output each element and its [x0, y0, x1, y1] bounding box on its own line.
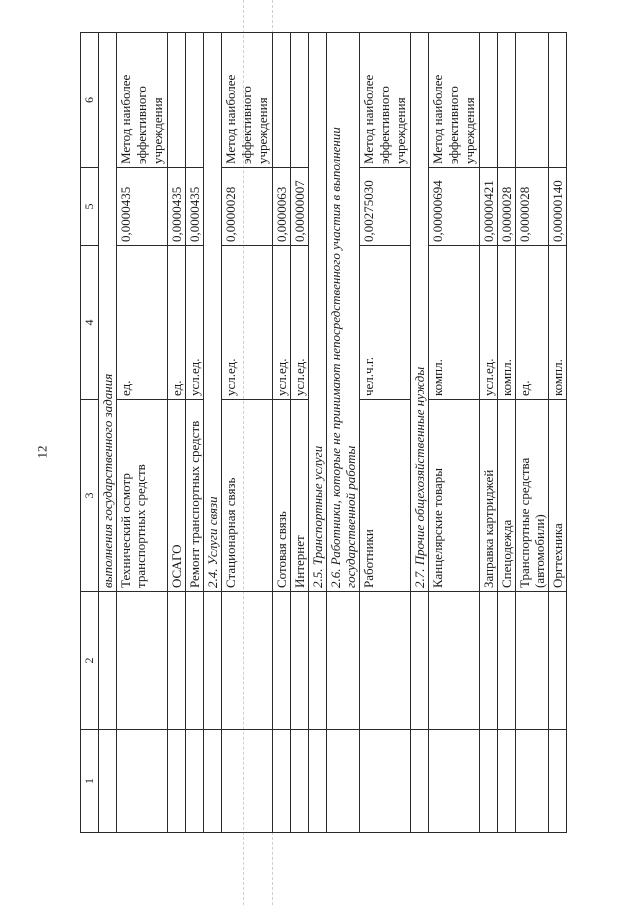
item-value: 0,0000028 [516, 168, 549, 246]
item-name: Спецодежда [498, 400, 516, 592]
item-name: Сотовая связь [273, 400, 291, 592]
item-unit: усл.ед. [273, 246, 291, 400]
item-method [291, 33, 309, 168]
table-row [360, 33, 411, 833]
item-value: 0,0000435 [117, 168, 168, 246]
header-cell: 3 [81, 400, 99, 592]
item-name: Заправка картриджей [480, 400, 498, 592]
item-value: 0,00275030 [360, 168, 411, 246]
item-unit: усл.ед. [291, 246, 309, 400]
item-value: 0,0000063 [273, 168, 291, 246]
section-row [204, 33, 222, 833]
item-unit: усл.ед. [222, 246, 273, 400]
item-unit: ед. [516, 246, 549, 400]
item-method [168, 33, 186, 168]
item-name: Транспортные средства (автомобили) [516, 400, 549, 592]
item-name: ОСАГО [168, 400, 186, 592]
empty-cell [273, 592, 291, 730]
item-method: Метод наиболее эффективного учреждения [429, 33, 480, 168]
item-value: 0,00000140 [549, 168, 567, 246]
table-row [498, 33, 516, 833]
empty-cell [360, 592, 411, 730]
item-name: Канцелярские товары [429, 400, 480, 592]
section-title: 2.4. Услуги связи [204, 33, 222, 592]
item-value: 0,0000028 [498, 168, 516, 246]
item-unit: компл. [498, 246, 516, 400]
section-title: 2.6. Работники, которые не принимают непосредственного участия в выполнении государственной работы [327, 33, 360, 592]
table-row [117, 33, 168, 833]
item-method [480, 33, 498, 168]
item-name: Ремонт транспортных средств [186, 400, 204, 592]
item-method: Метод наиболее эффективного учреждения [222, 33, 273, 168]
table-row [168, 33, 186, 833]
norms-table [80, 32, 567, 833]
item-unit: усл.ед. [186, 246, 204, 400]
item-value: 0,00000694 [429, 168, 480, 246]
empty-cell [186, 592, 204, 730]
item-unit: компл. [549, 246, 567, 400]
item-method: Метод наиболее эффективного учреждения [360, 33, 411, 168]
section-row [309, 33, 327, 833]
item-method [273, 33, 291, 168]
item-method [549, 33, 567, 168]
item-value: 0,0000028 [222, 168, 273, 246]
empty-cell [480, 592, 498, 730]
item-name: Работники [360, 400, 411, 592]
empty-cell [411, 592, 429, 730]
empty-cell [429, 730, 480, 833]
empty-cell [222, 592, 273, 730]
empty-cell [498, 730, 516, 833]
table-row [186, 33, 204, 833]
header-cell: 1 [81, 730, 99, 833]
section-title: 2.7. Прочие общехозяйственные нужды [411, 33, 429, 592]
empty-cell [516, 730, 549, 833]
empty-cell [309, 592, 327, 730]
section-row [327, 33, 360, 833]
empty-cell [186, 730, 204, 833]
section-title: 2.5. Транспортные услуги [309, 33, 327, 592]
item-value: 0,0000435 [168, 168, 186, 246]
item-name: Интернет [291, 400, 309, 592]
empty-cell [222, 730, 273, 833]
empty-cell [168, 592, 186, 730]
empty-cell [204, 592, 222, 730]
empty-cell [168, 730, 186, 833]
page-number: 12 [34, 445, 50, 459]
table-row [222, 33, 273, 833]
section-title: выполнения государственного задания [99, 33, 117, 592]
table-row [480, 33, 498, 833]
item-unit: ед. [168, 246, 186, 400]
item-method [516, 33, 549, 168]
empty-cell [117, 730, 168, 833]
empty-cell [327, 592, 360, 730]
empty-cell [204, 730, 222, 833]
empty-cell [309, 730, 327, 833]
empty-cell [327, 730, 360, 833]
item-unit: компл. [429, 246, 480, 400]
empty-cell [99, 730, 117, 833]
header-row [81, 33, 99, 833]
item-name: Технический осмотр транспортных средств [117, 400, 168, 592]
section-row [411, 33, 429, 833]
item-unit: ед. [117, 246, 168, 400]
empty-cell [549, 730, 567, 833]
empty-cell [411, 730, 429, 833]
item-name: Оргтехника [549, 400, 567, 592]
item-value: 0,00000007 [291, 168, 309, 246]
item-unit: усл.ед. [480, 246, 498, 400]
item-value: 0,0000435 [186, 168, 204, 246]
item-value: 0,00000421 [480, 168, 498, 246]
empty-cell [291, 592, 309, 730]
item-unit: чел.ч.г. [360, 246, 411, 400]
item-name: Стационарная связь [222, 400, 273, 592]
table-row [429, 33, 480, 833]
section-row [99, 33, 117, 833]
empty-cell [360, 730, 411, 833]
empty-cell [549, 592, 567, 730]
item-method [498, 33, 516, 168]
empty-cell [99, 592, 117, 730]
table-row [273, 33, 291, 833]
empty-cell [273, 730, 291, 833]
item-method [186, 33, 204, 168]
rotated-table-container [80, 33, 565, 833]
table-row [291, 33, 309, 833]
item-method: Метод наиболее эффективного учреждения [117, 33, 168, 168]
empty-cell [429, 592, 480, 730]
header-cell: 5 [81, 168, 99, 246]
header-cell: 4 [81, 246, 99, 400]
header-cell: 2 [81, 592, 99, 730]
empty-cell [291, 730, 309, 833]
header-cell: 6 [81, 33, 99, 168]
empty-cell [117, 592, 168, 730]
empty-cell [498, 592, 516, 730]
table-row [516, 33, 549, 833]
empty-cell [480, 730, 498, 833]
empty-cell [516, 592, 549, 730]
table-row [549, 33, 567, 833]
